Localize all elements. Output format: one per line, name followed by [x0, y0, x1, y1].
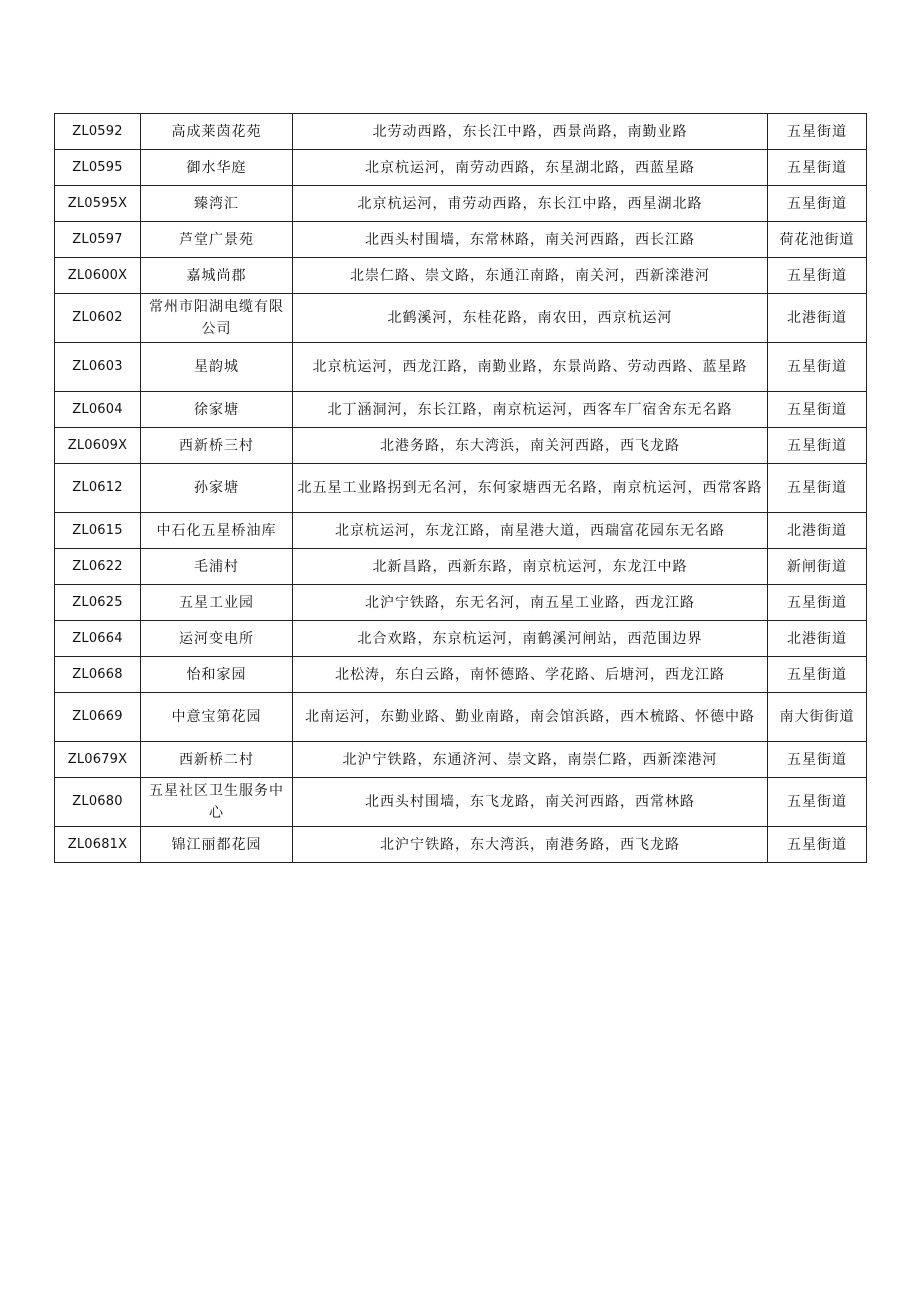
table-row — [55, 186, 867, 222]
row-street: 荷花池街道 — [768, 222, 867, 258]
row-code: ZL0625 — [55, 585, 141, 621]
row-name: 西新桥二村 — [141, 742, 293, 778]
row-street: 五星街道 — [768, 343, 867, 392]
row-boundary: 北京杭运河，西龙江路，南勤业路，东景尚路、劳动西路、蓝星路 — [293, 343, 768, 392]
row-name: 御水华庭 — [141, 150, 293, 186]
row-code: ZL0680 — [55, 778, 141, 827]
row-street: 北港街道 — [768, 294, 867, 343]
row-boundary: 北沪宁铁路，东无名河，南五星工业路，西龙江路 — [293, 585, 768, 621]
row-name: 西新桥三村 — [141, 428, 293, 464]
row-street: 五星街道 — [768, 778, 867, 827]
row-name: 常州市阳湖电缆有限公司 — [141, 294, 293, 343]
row-street: 五星街道 — [768, 114, 867, 150]
table-row — [55, 513, 867, 549]
table-row — [55, 222, 867, 258]
row-street: 五星街道 — [768, 392, 867, 428]
row-boundary: 北京杭运河，东龙江路，南星港大道，西瑞富花园东无名路 — [293, 513, 768, 549]
row-boundary: 北西头村围墙，东飞龙路，南关河西路，西常林路 — [293, 778, 768, 827]
boundary-table — [54, 113, 867, 863]
row-street: 五星街道 — [768, 657, 867, 693]
row-code: ZL0612 — [55, 464, 141, 513]
row-street: 五星街道 — [768, 827, 867, 863]
row-code: ZL0669 — [55, 693, 141, 742]
row-name: 臻湾汇 — [141, 186, 293, 222]
row-street: 五星街道 — [768, 258, 867, 294]
row-boundary: 北松涛，东白云路，南怀德路、学花路、后塘河，西龙江路 — [293, 657, 768, 693]
table-row — [55, 464, 867, 513]
row-street: 北港街道 — [768, 621, 867, 657]
row-code: ZL0600X — [55, 258, 141, 294]
row-street: 五星街道 — [768, 585, 867, 621]
row-street: 新闸街道 — [768, 549, 867, 585]
row-street: 南大街街道 — [768, 693, 867, 742]
row-boundary: 北沪宁铁路，东大湾浜，南港务路，西飞龙路 — [293, 827, 768, 863]
row-name: 高成莱茵花苑 — [141, 114, 293, 150]
row-name: 毛浦村 — [141, 549, 293, 585]
row-name: 运河变电所 — [141, 621, 293, 657]
row-boundary: 北合欢路，东京杭运河，南鹤溪河闸站，西范围边界 — [293, 621, 768, 657]
row-street: 五星街道 — [768, 186, 867, 222]
row-boundary: 北港务路，东大湾浜，南关河西路，西飞龙路 — [293, 428, 768, 464]
table-row — [55, 585, 867, 621]
row-name: 嘉城尚郡 — [141, 258, 293, 294]
row-boundary: 北崇仁路、崇文路，东通江南路，南关河，西新滦港河 — [293, 258, 768, 294]
row-boundary: 北丁涵洞河，东长江路，南京杭运河，西客车厂宿舍东无名路 — [293, 392, 768, 428]
row-street: 北港街道 — [768, 513, 867, 549]
row-name: 孙家塘 — [141, 464, 293, 513]
table-row — [55, 827, 867, 863]
row-boundary: 北西头村围墙，东常林路，南关河西路，西长江路 — [293, 222, 768, 258]
row-street: 五星街道 — [768, 150, 867, 186]
row-name: 中石化五星桥油库 — [141, 513, 293, 549]
row-code: ZL0615 — [55, 513, 141, 549]
table-row — [55, 742, 867, 778]
row-boundary: 北五星工业路拐到无名河，东何家塘西无名路，南京杭运河，西常客路 — [293, 464, 768, 513]
table-row — [55, 428, 867, 464]
row-code: ZL0603 — [55, 343, 141, 392]
row-name: 锦江丽都花园 — [141, 827, 293, 863]
row-code: ZL0602 — [55, 294, 141, 343]
row-code: ZL0679X — [55, 742, 141, 778]
row-street: 五星街道 — [768, 428, 867, 464]
table-row — [55, 549, 867, 585]
row-code: ZL0595 — [55, 150, 141, 186]
row-boundary: 北京杭运河，南劳动西路，东星湖北路，西蓝星路 — [293, 150, 768, 186]
row-boundary: 北新昌路，西新东路，南京杭运河，东龙江中路 — [293, 549, 768, 585]
row-name: 星韵城 — [141, 343, 293, 392]
row-code: ZL0668 — [55, 657, 141, 693]
table-row — [55, 343, 867, 392]
row-name: 五星社区卫生服务中心 — [141, 778, 293, 827]
row-name: 怡和家园 — [141, 657, 293, 693]
row-code: ZL0681X — [55, 827, 141, 863]
table-row — [55, 294, 867, 343]
row-code: ZL0664 — [55, 621, 141, 657]
row-name: 五星工业园 — [141, 585, 293, 621]
row-code: ZL0604 — [55, 392, 141, 428]
row-boundary: 北南运河，东勤业路、勤业南路，南会馆浜路，西木梳路、怀德中路 — [293, 693, 768, 742]
row-code: ZL0595X — [55, 186, 141, 222]
row-code: ZL0609X — [55, 428, 141, 464]
table-row — [55, 150, 867, 186]
row-boundary: 北京杭运河，甫劳动西路，东长江中路，西星湖北路 — [293, 186, 768, 222]
row-code: ZL0597 — [55, 222, 141, 258]
row-boundary: 北沪宁铁路，东通济河、崇文路，南崇仁路，西新滦港河 — [293, 742, 768, 778]
row-code: ZL0622 — [55, 549, 141, 585]
boundary-table-container — [54, 113, 866, 863]
table-row — [55, 621, 867, 657]
row-boundary: 北劳动西路，东长江中路，西景尚路，南勤业路 — [293, 114, 768, 150]
table-row — [55, 258, 867, 294]
row-name: 中意宝第花园 — [141, 693, 293, 742]
row-name: 芦堂广景苑 — [141, 222, 293, 258]
row-name: 徐家塘 — [141, 392, 293, 428]
row-street: 五星街道 — [768, 742, 867, 778]
table-row — [55, 693, 867, 742]
row-code: ZL0592 — [55, 114, 141, 150]
table-row — [55, 657, 867, 693]
table-row — [55, 392, 867, 428]
row-street: 五星街道 — [768, 464, 867, 513]
table-row — [55, 778, 867, 827]
row-boundary: 北鹤溪河，东桂花路，南农田，西京杭运河 — [293, 294, 768, 343]
table-row — [55, 114, 867, 150]
